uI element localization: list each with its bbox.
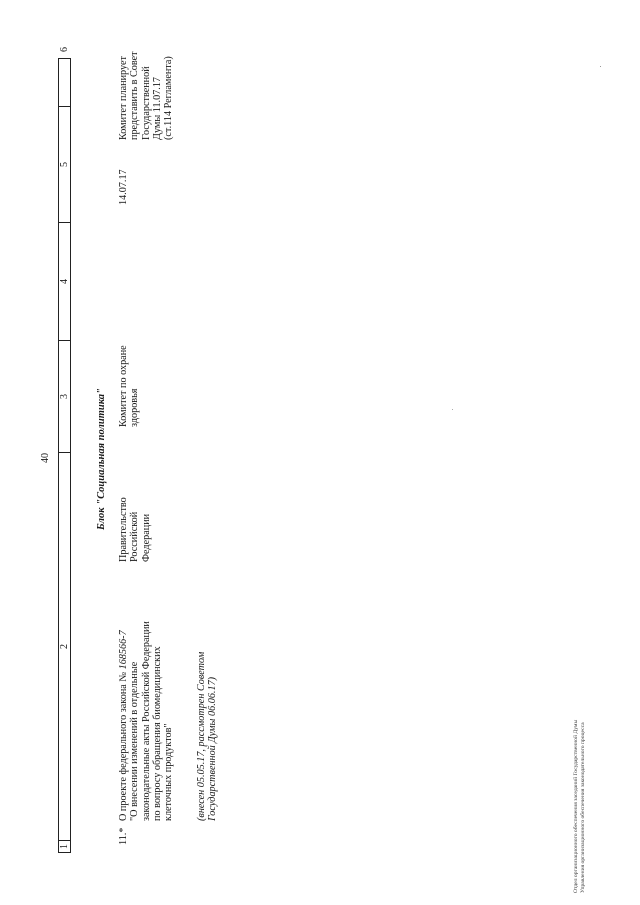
date-cell: 14.07.17 [118, 169, 129, 205]
bill-submission-note: (внесен 05.05.17, рассмотрен Советом Государственной Думы 06.06.17) [196, 651, 219, 821]
footer-line-2: Управления организационного обеспечения законодательного процесса [580, 722, 586, 893]
bill-number: 168566-7 [118, 630, 129, 670]
column-header-3: 3 [59, 341, 70, 453]
column-header-1: 1 [59, 844, 70, 849]
scan-speck [600, 66, 601, 67]
column-header-2: 2 [59, 453, 70, 841]
column-header-4: 4 [59, 223, 70, 341]
page-number: 40 [40, 453, 51, 463]
committee-cell: Комитет по охране здоровья [118, 345, 141, 427]
bill-title-text: "О внесении изменений в отдельные законодательные акты Российской Федерации по вопросу обращения биомедицинских клеточных продуктов" [129, 621, 175, 821]
column-header-6: 6 [59, 0, 70, 107]
bill-title-prefix: О проекте федерального закона № [118, 669, 129, 821]
column-header-5: 5 [59, 107, 70, 223]
block-title: Блок "Социальная политика" [96, 388, 107, 530]
scan-speck [452, 409, 453, 410]
column-number-row [58, 47, 71, 853]
remark-cell: Комитет планирует представить в Совет Государственной Думы 11.07.17 (ст.114 Регламента) [118, 51, 175, 140]
footer [573, 720, 587, 893]
initiator-cell: Правительство Российской Федерации [118, 497, 152, 562]
bill-title [118, 621, 174, 821]
footer-line-1: Отдел организационного обеспечения заседаний Государственной Думы [573, 719, 579, 893]
row-number: 11.* [118, 827, 129, 845]
